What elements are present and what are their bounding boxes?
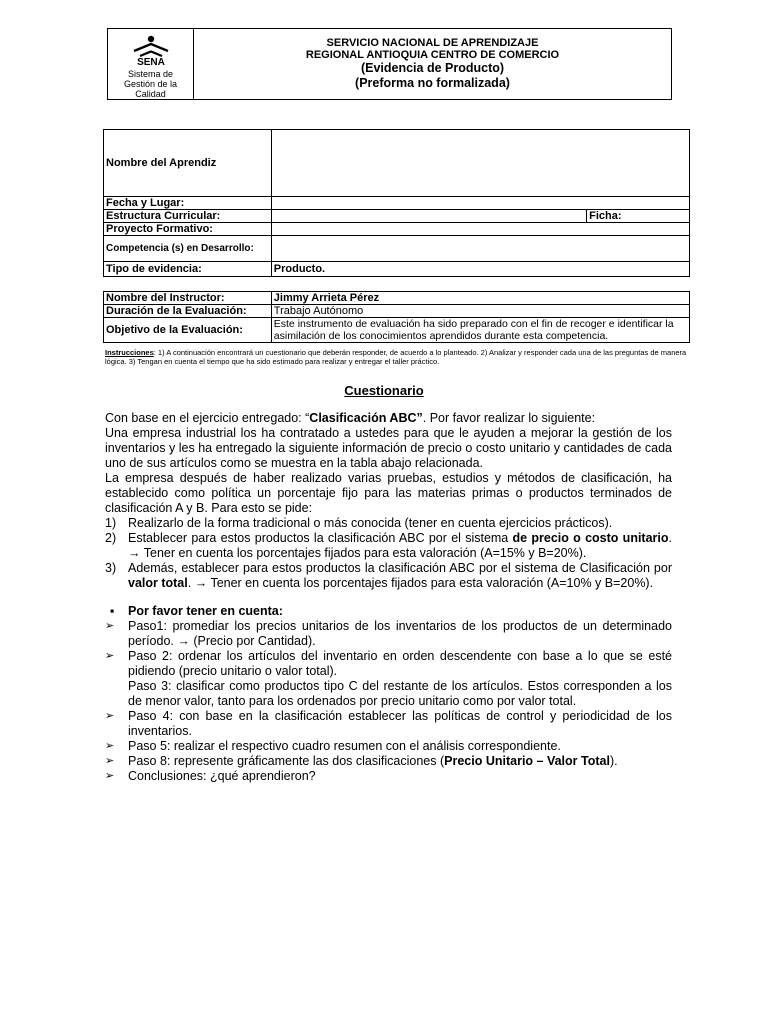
logo-cell [108, 29, 194, 99]
instructions [105, 348, 690, 366]
question-1 [105, 516, 672, 531]
conclusions [105, 769, 672, 784]
logo-caption: Sistema de Gestión de la Calidad [123, 69, 178, 99]
note-title: Por favor tener en cuenta: [128, 604, 283, 618]
quiz-title: Cuestionario [344, 383, 424, 398]
step-8-pre: Paso 8: represente gráficamente las dos clasificaciones ( [128, 754, 445, 768]
instructions-label: Instrucciones [105, 348, 154, 357]
header-line-4: (Preforma no formalizada) [355, 76, 510, 90]
ficha-label[interactable]: Ficha: [587, 210, 690, 223]
document-header [107, 28, 672, 100]
duracion-value: Trabajo Autónomo [271, 305, 689, 318]
square-bullet-icon: ▪ [110, 604, 115, 618]
question-3-pre: Además, establecer para estos productos la clasificación ABC por el sistema de Clasificación por [128, 561, 672, 575]
question-3-bold: valor total [128, 576, 188, 590]
nombre-aprendiz-field[interactable] [271, 130, 689, 197]
step-8 [105, 754, 672, 769]
objetivo-label: Objetivo de la Evaluación: [104, 318, 272, 343]
note-heading [105, 604, 672, 619]
header-title-block [194, 37, 671, 91]
intro-bold: Clasificación ABC” [309, 411, 423, 425]
arrow-bullet-icon: ➢ [105, 620, 115, 632]
question-2-number: 2) [105, 531, 117, 545]
instructor-label: Nombre del Instructor: [104, 292, 272, 305]
conclusions-text: Conclusiones: ¿qué aprendieron? [128, 769, 316, 783]
arrow-bullet-icon: ➢ [105, 755, 115, 767]
header-line-3: (Evidencia de Producto) [360, 61, 505, 75]
tipo-evidencia-label: Tipo de evidencia: [104, 262, 272, 277]
question-1-number: 1) [105, 516, 117, 530]
logo-word: SENA [137, 57, 165, 67]
nombre-aprendiz-label: Nombre del Aprendiz [104, 130, 272, 197]
fecha-lugar-field[interactable] [271, 197, 689, 210]
competencia-field[interactable] [271, 236, 689, 262]
step-3-text: Paso 3: clasificar como productos tipo C del restante de los artículos. Estos corresponden a los de menor valor, tanto para los ordenados por precio unitario como por valor total. [128, 679, 672, 708]
intro-pre: Con base en el ejercicio entregado: “ [105, 411, 310, 425]
objetivo-value: Este instrumento de evaluación ha sido preparado con el fin de recoger e identificar la asimilación de los conocimientos aprendidos durante esta competencia. [271, 318, 689, 343]
fecha-lugar-label: Fecha y Lugar: [104, 197, 272, 210]
student-info-table [103, 129, 690, 277]
arrow-bullet-icon: ➢ [105, 740, 115, 752]
step-2-text: Paso 2: ordenar los artículos del inventario en orden descendente con base a lo que se esté pidiendo (precio unitario o valor total). [128, 649, 672, 678]
header-line-2: REGIONAL ANTIOQUIA CENTRO DE COMERCIO [305, 49, 560, 61]
question-2-pre: Establecer para estos productos la clasificación ABC por el sistema [128, 531, 513, 545]
arrow-bullet-icon: ➢ [105, 770, 115, 782]
estructura-curricular-field[interactable] [271, 210, 586, 223]
arrow-bullet-icon: ➢ [105, 650, 115, 662]
question-2-post: . → Tener en cuenta los porcentajes fijados para esta valoración (A=15% y B=20%). [128, 531, 672, 560]
step-4-text: Paso 4: con base en la clasificación establecer las políticas de control y periodicidad de los inventarios. [128, 709, 672, 738]
paragraph-1: Una empresa industrial los ha contratado a ustedes para que le ayuden a mejorar la gestión de los inventarios y les ha entregado la siguiente información de precio o costo unitario y cantidades de cada uno de sus artículos como se muestra en la tabla abajo relacionada. [105, 426, 672, 470]
quiz-body [105, 411, 672, 784]
arrow-bullet-icon: ➢ [105, 710, 115, 722]
paragraph-2: La empresa después de haber realizado varias pruebas, estudios y métodos de clasificación, ha establecido como política un porcentaje fijo para las materias primas o productos terminados de clasificación A y B. Para esto se pide: [105, 471, 672, 515]
competencia-label: Competencia (s) en Desarrollo: [104, 236, 272, 262]
question-3-number: 3) [105, 561, 117, 575]
step-1 [105, 619, 672, 649]
header-line-1: SERVICIO NACIONAL DE APRENDIZAJE [326, 37, 539, 49]
proyecto-formativo-field[interactable] [271, 223, 689, 236]
step-3 [105, 679, 672, 709]
instructor-value: Jimmy Arrieta Pérez [271, 292, 689, 305]
question-3-post: . → Tener en cuenta los porcentajes fijados para esta valoración (A=10% y B=20%). [187, 576, 654, 590]
instructions-text: : 1) A continuación encontrará un cuestionario que deberán responder, de acuerdo a lo planteado. 2) Analizar y responder cada una de las preguntas de manera lógica. 3) Tengan en cuenta el tiempo que ha sido estimado para realizar y entregar el taller práctico. [105, 348, 687, 366]
question-3 [105, 561, 672, 591]
step-8-bold: Precio Unitario – Valor Total [444, 754, 610, 768]
duracion-label: Duración de la Evaluación: [104, 305, 272, 318]
intro-post: . Por favor realizar lo siguiente: [422, 411, 596, 425]
question-2 [105, 531, 672, 561]
question-1-text: Realizarlo de la forma tradicional o más conocida (tener en cuenta ejercicios prácticos). [128, 516, 613, 530]
step-1-text: Paso1: promediar los precios unitarios de los inventarios de los productos de un determinado período. → (Precio por Cantidad). [128, 619, 672, 648]
step-4 [105, 709, 672, 739]
step-5-text: Paso 5: realizar el respectivo cuadro resumen con el análisis correspondiente. [128, 739, 561, 753]
sena-logo-icon [128, 35, 174, 67]
step-8-post: ). [609, 754, 618, 768]
question-2-bold: de precio o costo unitario [512, 531, 669, 545]
step-2 [105, 649, 672, 679]
estructura-curricular-label: Estructura Curricular: [104, 210, 272, 223]
evaluation-info-table [103, 291, 690, 343]
step-5 [105, 739, 672, 754]
proyecto-formativo-label: Proyecto Formativo: [104, 223, 272, 236]
intro-paragraph [105, 411, 672, 426]
tipo-evidencia-value: Producto. [271, 262, 689, 277]
